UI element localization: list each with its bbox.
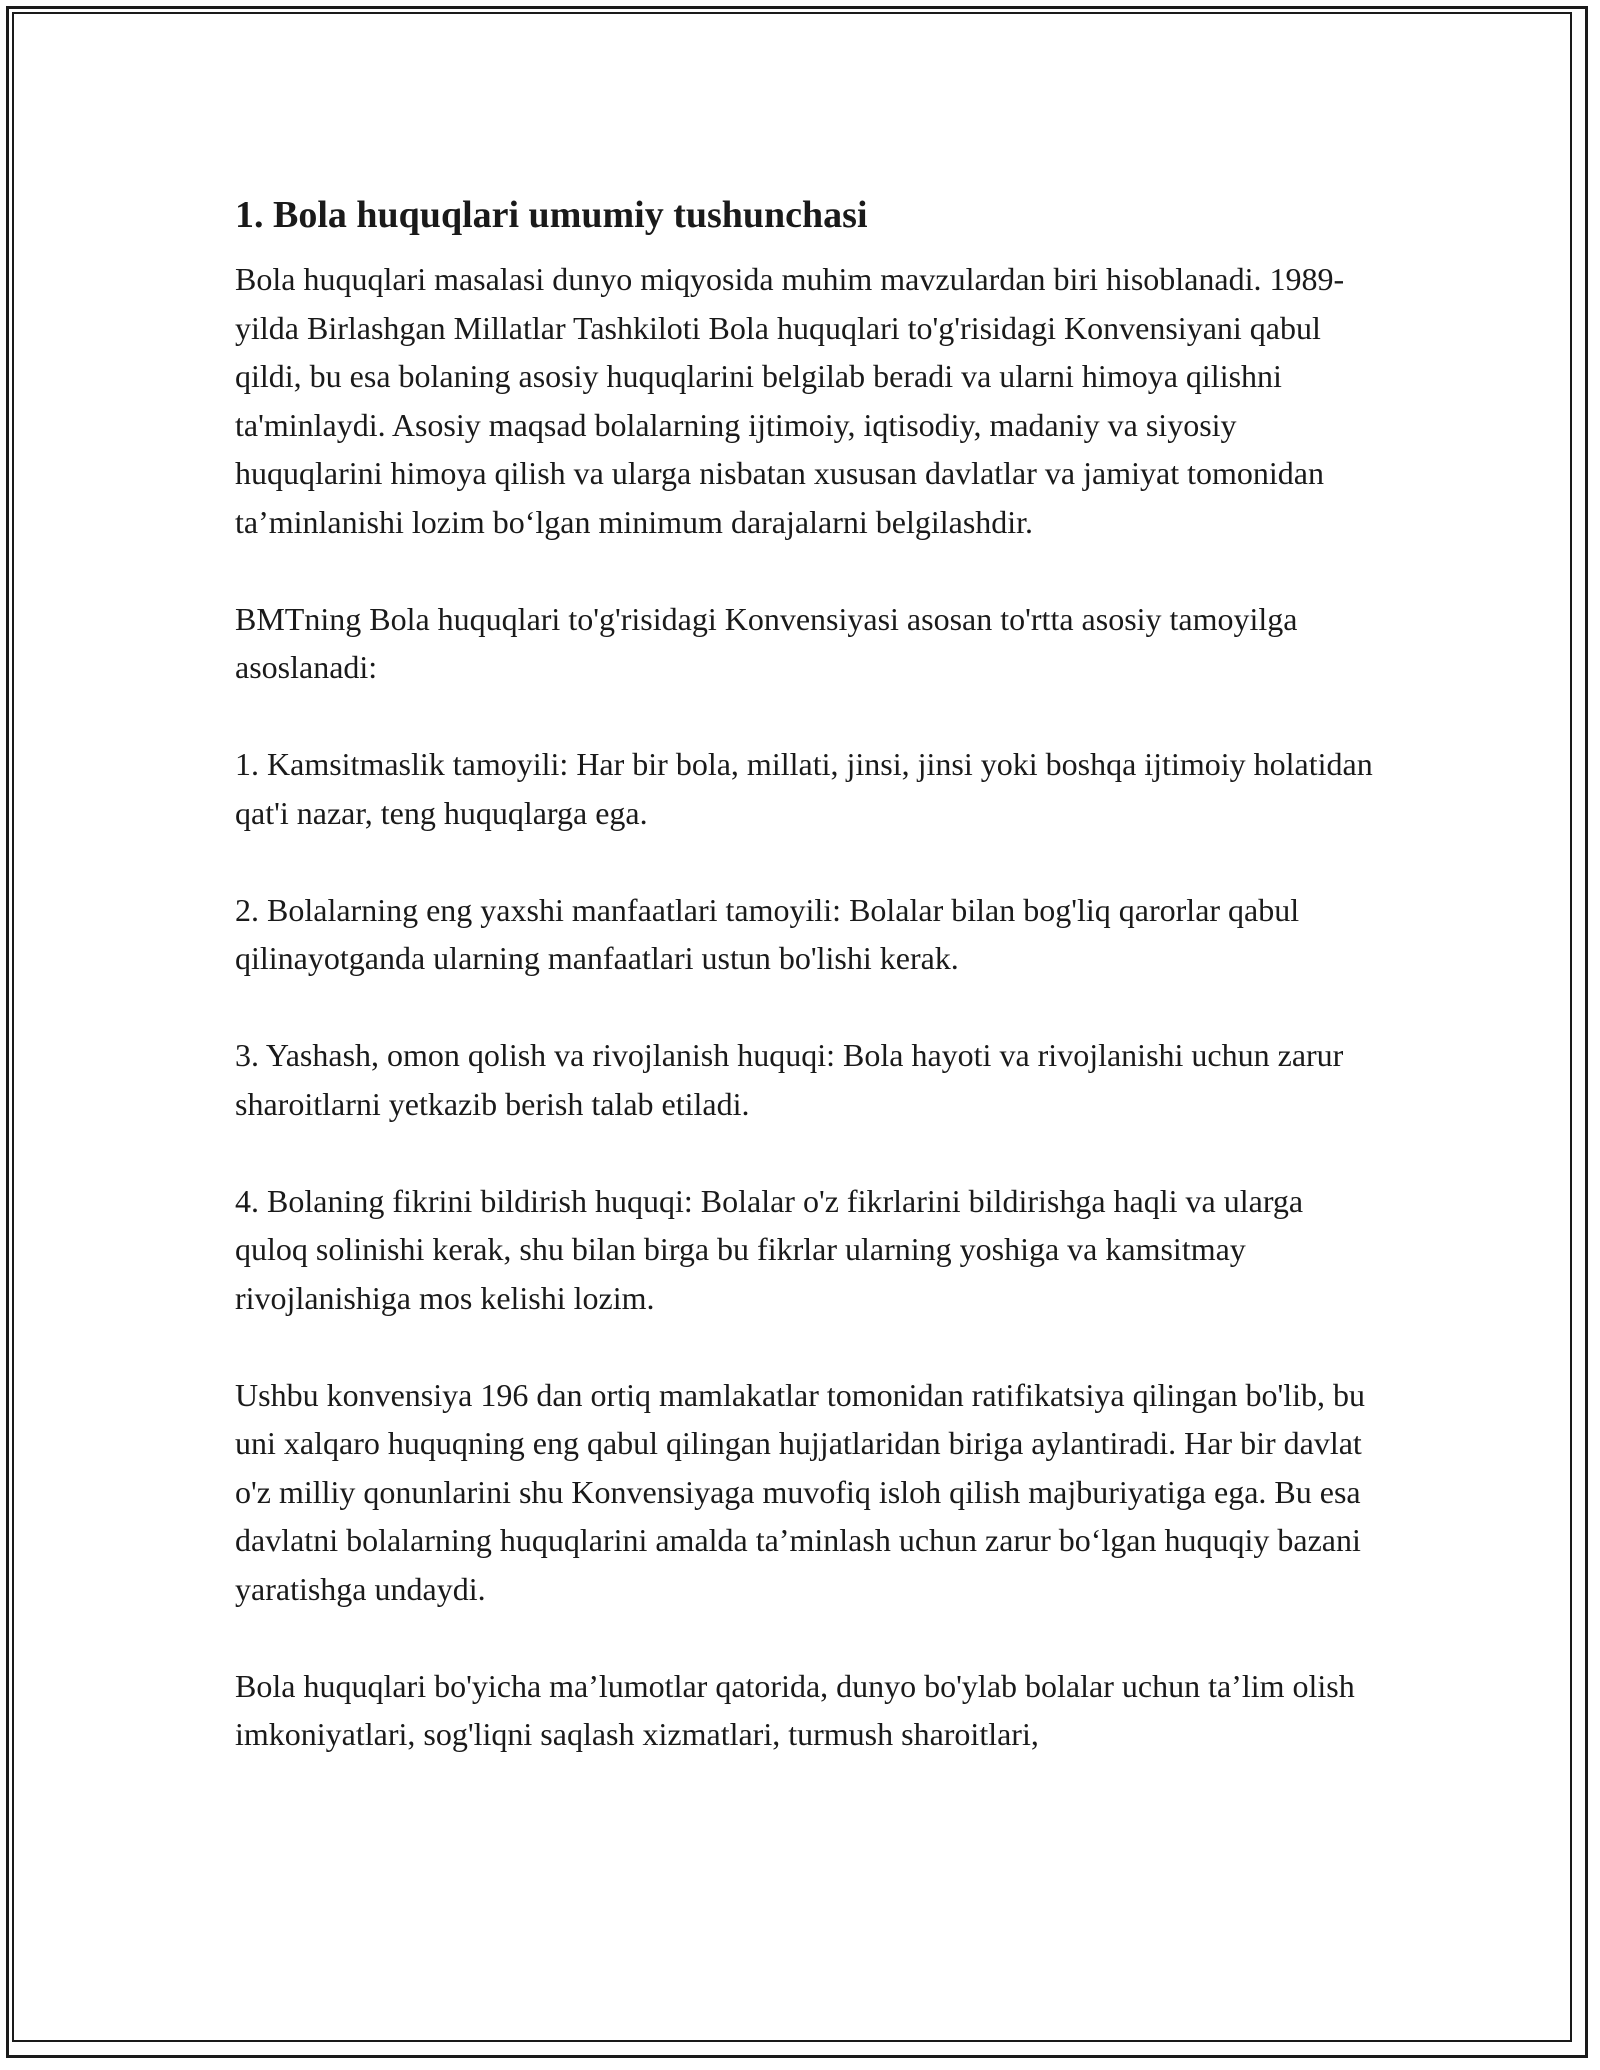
section-heading: 1. Bola huquqlari umumiy tushunchasi [235,194,868,236]
principle-best-interests: 2. Bolalarning eng yaxshi manfaatlari tamoyili: Bolalar bilan bog'liq qarorlar qabul qilinayotganda ularning manfaatlari ustun bo'lishi kerak. [235,891,1300,976]
closing-paragraph: Bola huquqlari bo'yicha ma’lumotlar qatorida, dunyo bo'ylab bolalar uchun ta’lim olish imkoniyatlari, sog'liqni saqlash xizmatlari, turmush sharoitlari, [235,1667,1355,1752]
ratification-paragraph: Ushbu konvensiya 196 dan ortiq mamlakatlar tomonidan ratifikatsiya qilingan bo'lib, bu uni xalqaro huquqning eng qabul qilingan hujjatlaridan biriga aylantiradi. Har bir davlat o'z milliy qonunlarini shu Konvensiyaga muvofiq isloh qilish majburiyatiga ega. Bu esa davlatni bolalarning huquqlarini amalda ta’minlash uchun zarur bo‘lgan huquqiy bazani yaratishga undaydi. [235,1376,1365,1607]
principles-intro-paragraph: BMTning Bola huquqlari to'g'risidagi Konvensiyasi asosan to'rtta asosiy tamoyilga asoslanadi: [235,600,1298,685]
principle-right-to-life: 3. Yashash, omon qolish va rivojlanish huquqi: Bola hayoti va rivojlanishi uchun zarur sharoitlarni yetkazib berish talab etiladi. [235,1037,1344,1122]
document-body [235,185,1375,1807]
principle-right-to-be-heard: 4. Bolaning fikrini bildirish huquqi: Bolalar o'z fikrlarini bildirishga haqli va ularga quloq solinishi kerak, shu bilan birga bu fikrlar ularning yoshiga va kamsitmay rivojlanishiga mos kelishi lozim. [235,1182,1304,1316]
principle-non-discrimination: 1. Kamsitmaslik tamoyili: Har bir bola, millati, jinsi, jinsi yoki boshqa ijtimoiy holatidan qat'i nazar, teng huquqlarga ega. [235,746,1373,831]
intro-paragraph: Bola huquqlari masalasi dunyo miqyosida muhim mavzulardan biri hisoblanadi. 1989-yilda Birlashgan Millatlar Tashkiloti Bola huquqlari to'g'risidagi Konvensiyani qabul qildi, bu esa bolaning asosiy huquqlarini belgilab beradi va ularni himoya qilishni ta'minlaydi. Asosiy maqsad bolalarning ijtimoiy, iqtisodiy, madaniy va siyosiy huquqlarini himoya qilish va ularga nisbatan xususan davlatlar va jamiyat tomonidan ta’minlanishi lozim bo‘lgan minimum darajalarni belgilashdir. [235,261,1345,540]
